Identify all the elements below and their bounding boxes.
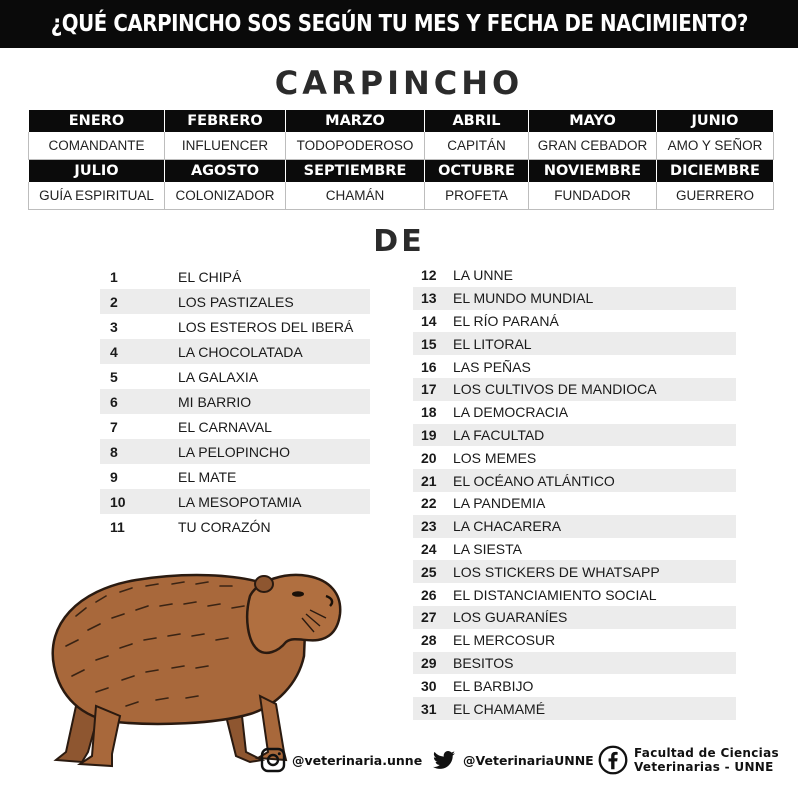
title-cell: COLONIZADOR bbox=[165, 182, 286, 209]
day-number: 16 bbox=[421, 358, 437, 375]
month-cell: SEPTIEMBRE bbox=[286, 160, 425, 182]
header-banner bbox=[0, 0, 798, 48]
title-cell: AMO Y SEÑOR bbox=[657, 132, 774, 159]
day-number: 8 bbox=[110, 443, 118, 460]
day-name: EL DISTANCIAMIENTO SOCIAL bbox=[453, 586, 657, 603]
day-name: LOS ESTEROS DEL IBERÁ bbox=[178, 318, 354, 335]
month-cell: JUNIO bbox=[657, 110, 774, 132]
title-cell: CAPITÁN bbox=[425, 132, 529, 159]
day-name: MI BARRIO bbox=[178, 393, 252, 410]
facebook-name bbox=[634, 746, 779, 774]
day-number: 28 bbox=[421, 632, 437, 649]
day-name: EL CHIPÁ bbox=[178, 268, 242, 285]
day-name: EL CHAMAMÉ bbox=[453, 700, 546, 717]
twitter-handle: @VeterinariaUNNE bbox=[463, 752, 594, 768]
day-name: LA CHOCOLATADA bbox=[178, 343, 303, 360]
day-row bbox=[100, 364, 370, 389]
day-name: LOS MEMES bbox=[453, 449, 537, 466]
month-cell: ENERO bbox=[29, 110, 165, 132]
days-list-right bbox=[413, 264, 736, 720]
day-row bbox=[413, 446, 736, 469]
day-name: EL MUNDO MUNDIAL bbox=[453, 290, 594, 307]
day-name: LA CHACARERA bbox=[453, 518, 562, 535]
instagram-icon bbox=[260, 747, 286, 773]
day-number: 24 bbox=[421, 540, 437, 557]
day-number: 11 bbox=[110, 518, 125, 535]
day-row bbox=[413, 697, 736, 720]
day-row bbox=[413, 424, 736, 447]
month-cell: NOVIEMBRE bbox=[529, 160, 657, 182]
day-number: 15 bbox=[421, 335, 437, 352]
day-row bbox=[100, 389, 370, 414]
titles-row bbox=[29, 132, 774, 159]
day-name: EL CARNAVAL bbox=[178, 418, 272, 435]
day-row bbox=[413, 629, 736, 652]
month-cell: ABRIL bbox=[425, 110, 529, 132]
title-cell: CHAMÁN bbox=[286, 182, 425, 209]
day-row bbox=[100, 514, 370, 539]
instagram-link[interactable] bbox=[260, 745, 422, 775]
month-cell: FEBRERO bbox=[165, 110, 286, 132]
day-number: 27 bbox=[421, 609, 437, 626]
facebook-name-line2: Veterinarias - UNNE bbox=[634, 760, 774, 774]
day-number: 1 bbox=[110, 268, 118, 285]
month-cell: OCTUBRE bbox=[425, 160, 529, 182]
day-name: LOS CULTIVOS DE MANDIOCA bbox=[453, 381, 657, 398]
day-row bbox=[100, 414, 370, 439]
day-name: EL OCÉANO ATLÁNTICO bbox=[453, 472, 615, 489]
day-row bbox=[413, 287, 736, 310]
day-name: BESITOS bbox=[453, 654, 514, 671]
day-row bbox=[413, 492, 736, 515]
day-row bbox=[413, 652, 736, 675]
day-name: EL MERCOSUR bbox=[453, 632, 556, 649]
day-number: 3 bbox=[110, 318, 118, 335]
title-cell: GRAN CEBADOR bbox=[529, 132, 657, 159]
day-name: LA MESOPOTAMIA bbox=[178, 493, 302, 510]
day-name: LA GALAXIA bbox=[178, 368, 259, 385]
day-row bbox=[413, 674, 736, 697]
section-title-de: DE bbox=[373, 224, 425, 259]
day-row bbox=[413, 560, 736, 583]
day-row bbox=[413, 332, 736, 355]
day-number: 31 bbox=[421, 700, 437, 717]
day-name: LOS STICKERS DE WHATSAPP bbox=[453, 563, 660, 580]
title-cell: COMANDANTE bbox=[29, 132, 165, 159]
day-number: 14 bbox=[421, 312, 437, 329]
day-name: TU CORAZÓN bbox=[178, 518, 271, 535]
titles-row bbox=[29, 182, 774, 209]
title-cell: TODOPODEROSO bbox=[286, 132, 425, 159]
day-row bbox=[413, 469, 736, 492]
day-number: 21 bbox=[421, 472, 437, 489]
day-number: 22 bbox=[421, 495, 437, 512]
days-list-left bbox=[100, 264, 370, 539]
day-number: 23 bbox=[421, 518, 437, 535]
day-number: 25 bbox=[421, 563, 437, 580]
instagram-handle: @veterinaria.unne bbox=[292, 752, 423, 768]
page-title: ¿QUÉ CARPINCHO SOS SEGÚN TU MES Y FECHA DE NACIMIENTO? bbox=[50, 11, 748, 37]
facebook-name-line1: Facultad de Ciencias bbox=[634, 746, 779, 760]
month-cell: MARZO bbox=[286, 110, 425, 132]
title-cell: PROFETA bbox=[425, 182, 529, 209]
day-row bbox=[100, 489, 370, 514]
day-number: 10 bbox=[110, 493, 126, 510]
day-number: 20 bbox=[421, 449, 437, 466]
day-row bbox=[413, 515, 736, 538]
day-number: 26 bbox=[421, 586, 437, 603]
twitter-link[interactable] bbox=[431, 745, 594, 775]
day-number: 18 bbox=[421, 404, 437, 421]
day-row bbox=[413, 583, 736, 606]
day-name: LOS GUARANÍES bbox=[453, 609, 568, 626]
day-row bbox=[100, 264, 370, 289]
month-cell: JULIO bbox=[29, 160, 165, 182]
day-number: 19 bbox=[421, 426, 437, 443]
day-name: LA PANDEMIA bbox=[453, 495, 546, 512]
day-number: 5 bbox=[110, 368, 118, 385]
day-number: 30 bbox=[421, 677, 437, 694]
day-row bbox=[100, 339, 370, 364]
section-title-carpincho: CARPINCHO bbox=[274, 64, 524, 102]
month-cell: DICIEMBRE bbox=[657, 160, 774, 182]
day-number: 7 bbox=[110, 418, 118, 435]
day-row bbox=[413, 264, 736, 287]
facebook-icon bbox=[598, 745, 628, 775]
day-row bbox=[413, 606, 736, 629]
day-row bbox=[100, 464, 370, 489]
day-number: 9 bbox=[110, 468, 118, 485]
title-cell: INFLUENCER bbox=[165, 132, 286, 159]
day-name: LA UNNE bbox=[453, 267, 513, 284]
day-name: EL MATE bbox=[178, 468, 237, 485]
day-row bbox=[413, 538, 736, 561]
title-cell: FUNDADOR bbox=[529, 182, 657, 209]
day-row bbox=[413, 401, 736, 424]
day-row bbox=[413, 310, 736, 333]
day-number: 2 bbox=[110, 293, 118, 310]
day-row bbox=[100, 314, 370, 339]
day-name: LA SIESTA bbox=[453, 540, 522, 557]
day-number: 29 bbox=[421, 654, 437, 671]
day-row bbox=[100, 439, 370, 464]
day-number: 12 bbox=[421, 267, 437, 284]
day-name: LOS PASTIZALES bbox=[178, 293, 294, 310]
day-name: LAS PEÑAS bbox=[453, 358, 531, 375]
day-name: EL LITORAL bbox=[453, 335, 532, 352]
title-cell: GUERRERO bbox=[657, 182, 774, 209]
month-cell: MAYO bbox=[529, 110, 657, 132]
day-number: 6 bbox=[110, 393, 118, 410]
months-header-row bbox=[29, 110, 774, 132]
day-name: LA DEMOCRACIA bbox=[453, 404, 569, 421]
day-number: 13 bbox=[421, 290, 437, 307]
months-table bbox=[28, 110, 774, 210]
day-row bbox=[413, 378, 736, 401]
day-name: EL BARBIJO bbox=[453, 677, 534, 694]
day-number: 17 bbox=[421, 381, 437, 398]
day-number: 4 bbox=[110, 343, 118, 360]
day-name: EL RÍO PARANÁ bbox=[453, 312, 559, 329]
title-cell: GUÍA ESPIRITUAL bbox=[29, 182, 165, 209]
day-row bbox=[100, 289, 370, 314]
twitter-icon bbox=[431, 747, 457, 773]
facebook-link[interactable] bbox=[598, 745, 779, 775]
month-cell: AGOSTO bbox=[165, 160, 286, 182]
day-row bbox=[413, 355, 736, 378]
day-name: LA FACULTAD bbox=[453, 426, 545, 443]
day-name: LA PELOPINCHO bbox=[178, 443, 291, 460]
months-header-row bbox=[29, 160, 774, 182]
